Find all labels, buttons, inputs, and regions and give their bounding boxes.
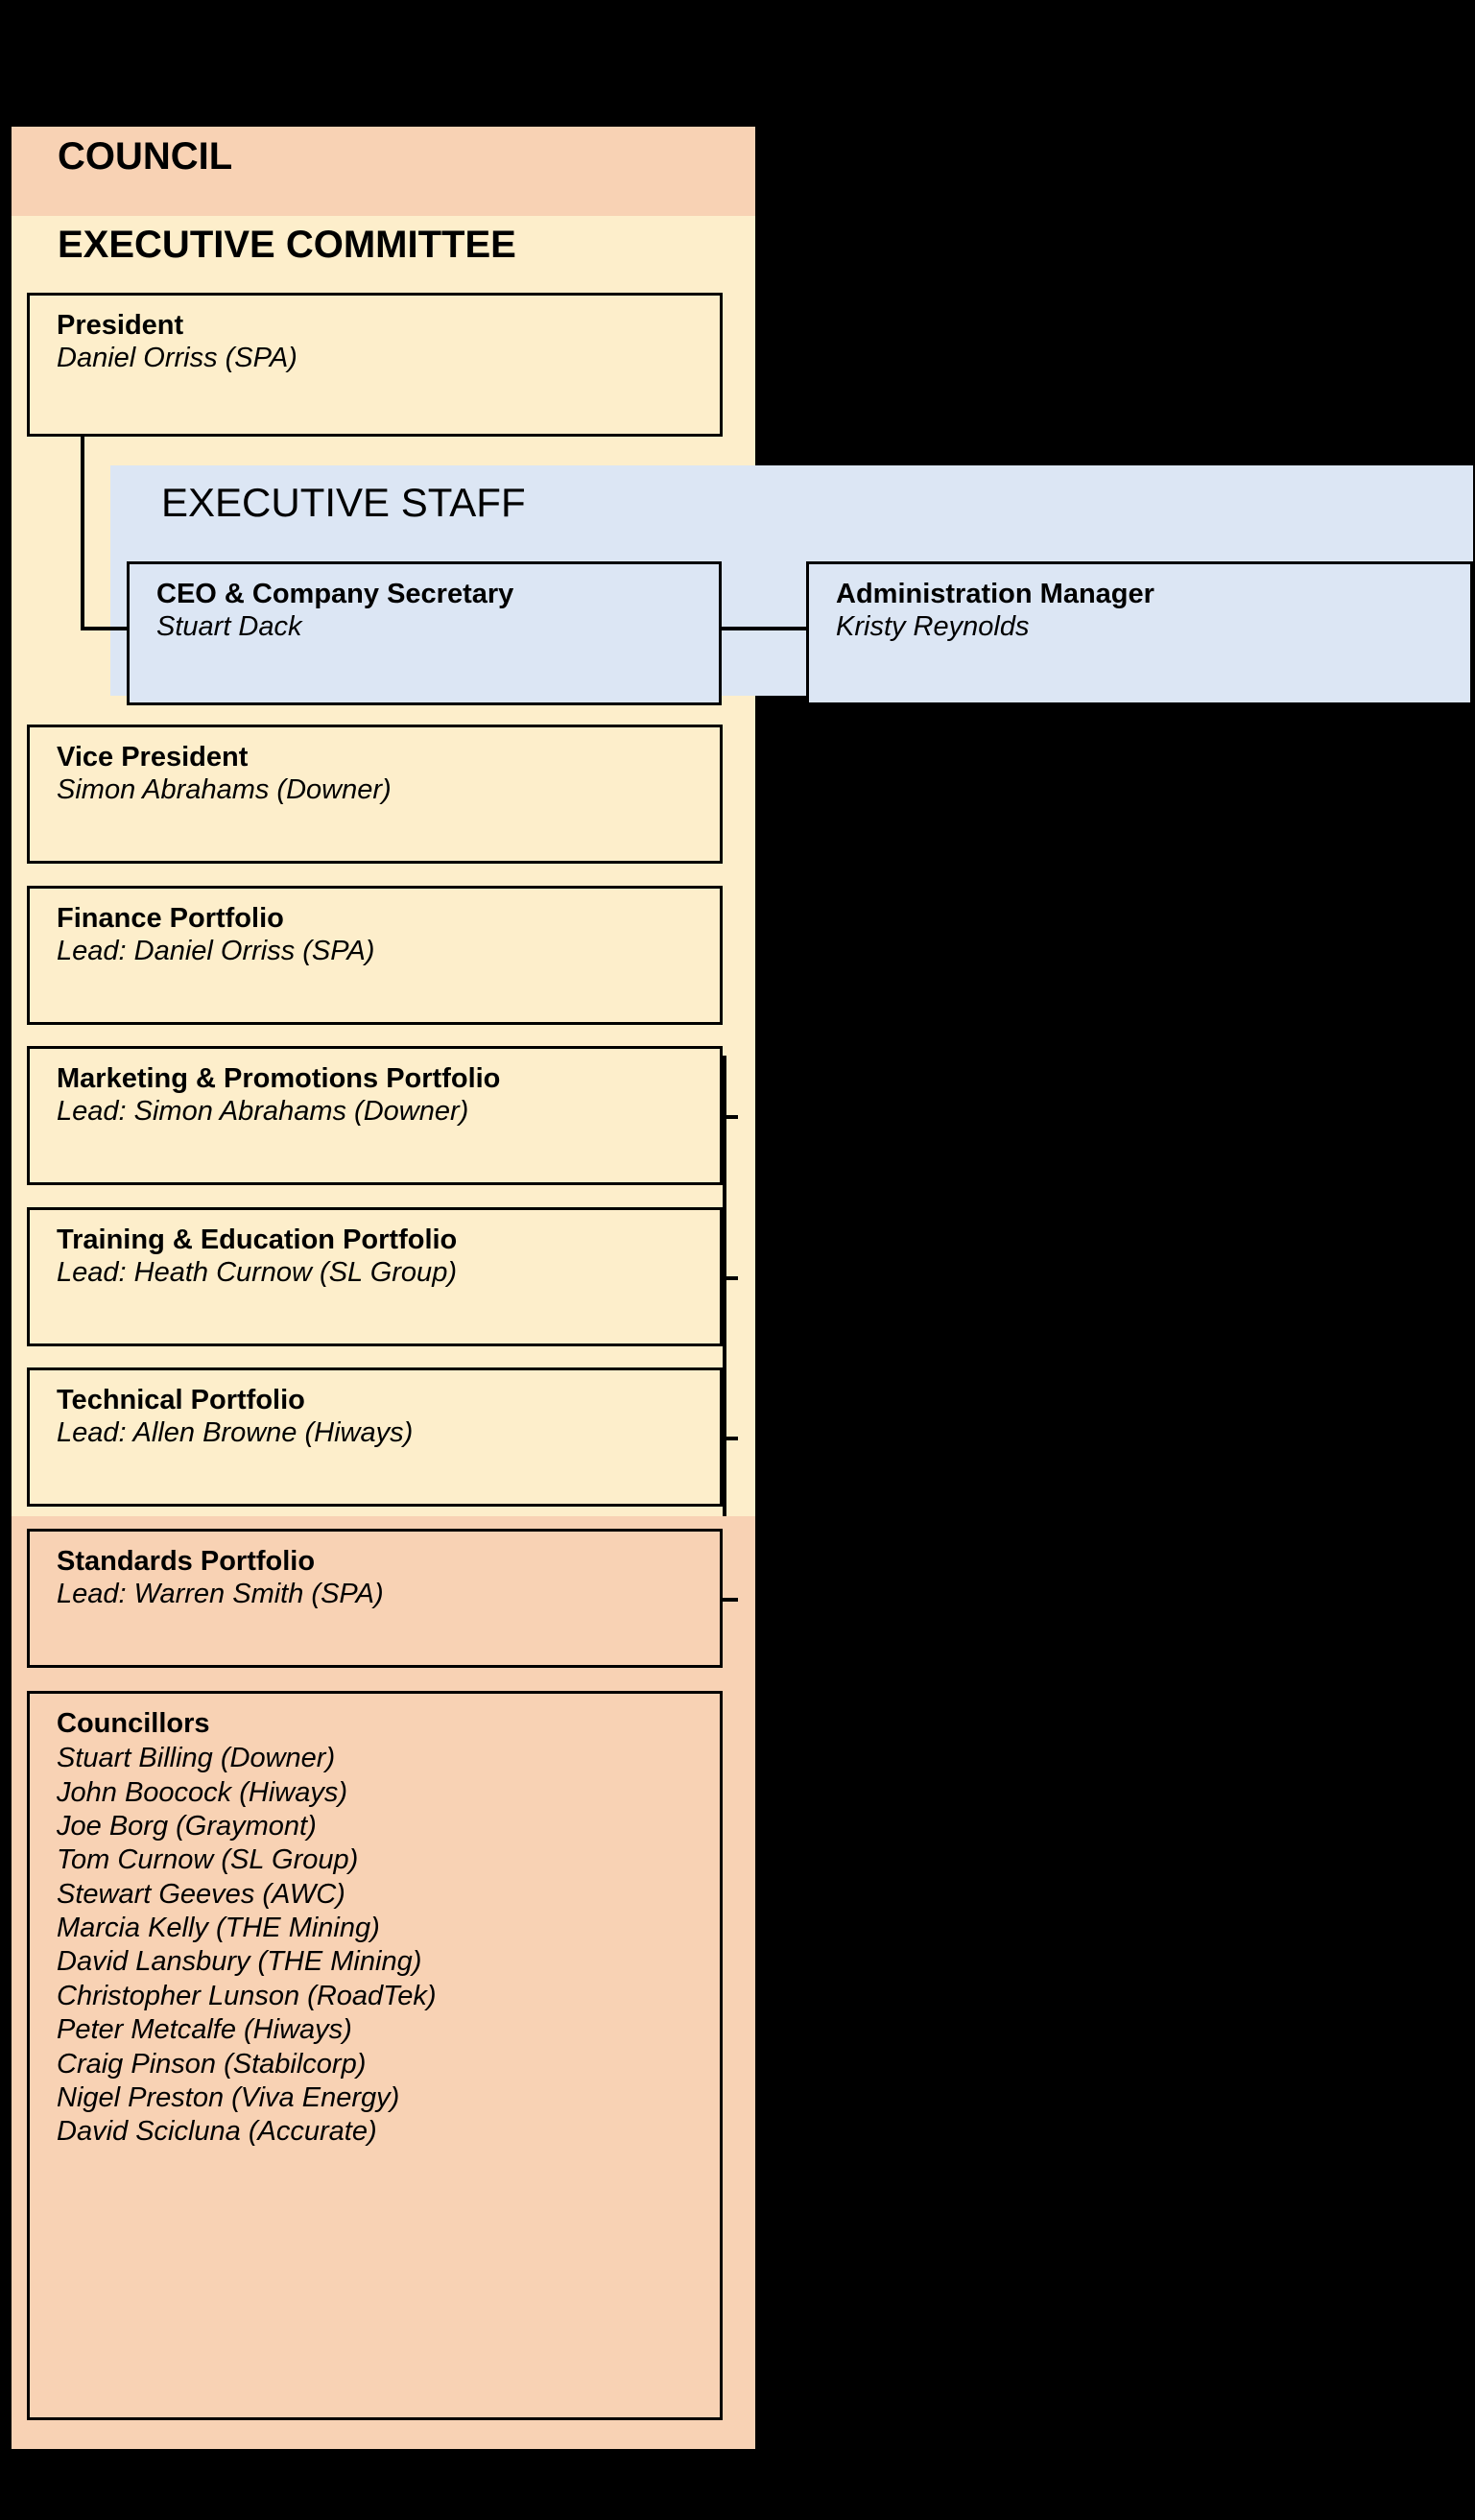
org-box-vice-president	[27, 725, 723, 864]
councillor-name: Marcia Kelly (THE Mining)	[57, 1913, 380, 1944]
standards-role: Standards Portfolio	[57, 1546, 316, 1577]
finance-person: Lead: Daniel Orriss (SPA)	[57, 936, 375, 967]
technical-role: Technical Portfolio	[57, 1385, 305, 1415]
councillors-role: Councillors	[57, 1708, 210, 1739]
org-box-standards-portfolio	[27, 1529, 723, 1668]
org-box-training-portfolio	[27, 1207, 723, 1346]
connector-line-president-ceo	[81, 627, 129, 630]
connector-line-portfolio-trunk	[723, 1056, 726, 1516]
councillor-name: Craig Pinson (Stabilcorp)	[57, 2048, 367, 2080]
councillor-name: Joe Borg (Graymont)	[57, 1810, 317, 1842]
ceo-person: Stuart Dack	[156, 611, 302, 643]
finance-role: Finance Portfolio	[57, 903, 284, 934]
connector-line-technical	[723, 1437, 738, 1440]
technical-person: Lead: Allen Browne (Hiways)	[57, 1417, 414, 1449]
president-role: President	[57, 310, 184, 341]
vice-president-person: Simon Abrahams (Downer)	[57, 774, 392, 806]
ceo-role: CEO & Company Secretary	[156, 579, 514, 609]
council-title: COUNCIL	[58, 135, 233, 178]
connector-line-ceo-admin	[722, 627, 808, 630]
councillor-name: Nigel Preston (Viva Energy)	[57, 2081, 400, 2113]
org-box-president	[27, 293, 723, 437]
connector-line-standards	[723, 1598, 738, 1602]
marketing-role: Marketing & Promotions Portfolio	[57, 1063, 501, 1094]
councillor-name: Stuart Billing (Downer)	[57, 1743, 336, 1774]
standards-person: Lead: Warren Smith (SPA)	[57, 1579, 384, 1610]
connector-line-training	[723, 1276, 738, 1280]
councillor-name: David Lansbury (THE Mining)	[57, 1946, 422, 1978]
councillor-name: John Boocock (Hiways)	[57, 1776, 347, 1808]
org-box-marketing-portfolio	[27, 1046, 723, 1185]
councillor-name: Christopher Lunson (RoadTek)	[57, 1980, 437, 2011]
org-box-ceo	[127, 561, 722, 705]
org-box-finance-portfolio	[27, 886, 723, 1025]
training-person: Lead: Heath Curnow (SL Group)	[57, 1257, 457, 1289]
councillor-name: David Scicluna (Accurate)	[57, 2116, 377, 2148]
training-role: Training & Education Portfolio	[57, 1224, 458, 1255]
executive-staff-title: EXECUTIVE STAFF	[161, 480, 526, 525]
connector-line-president-trunk	[81, 437, 84, 629]
president-person: Daniel Orriss (SPA)	[57, 343, 297, 374]
connector-line-marketing	[723, 1115, 738, 1119]
councillor-name: Peter Metcalfe (Hiways)	[57, 2014, 352, 2046]
org-box-technical-portfolio	[27, 1367, 723, 1507]
org-box-councillors	[27, 1691, 723, 2420]
councillor-name: Stewart Geeves (AWC)	[57, 1878, 345, 1910]
org-box-administration-manager	[806, 561, 1473, 705]
marketing-person: Lead: Simon Abrahams (Downer)	[57, 1096, 469, 1128]
vice-president-role: Vice President	[57, 742, 249, 773]
admin-manager-person: Kristy Reynolds	[836, 611, 1030, 643]
councillor-name: Tom Curnow (SL Group)	[57, 1844, 359, 1876]
admin-manager-role: Administration Manager	[836, 579, 1154, 609]
executive-committee-title: EXECUTIVE COMMITTEE	[58, 224, 516, 266]
